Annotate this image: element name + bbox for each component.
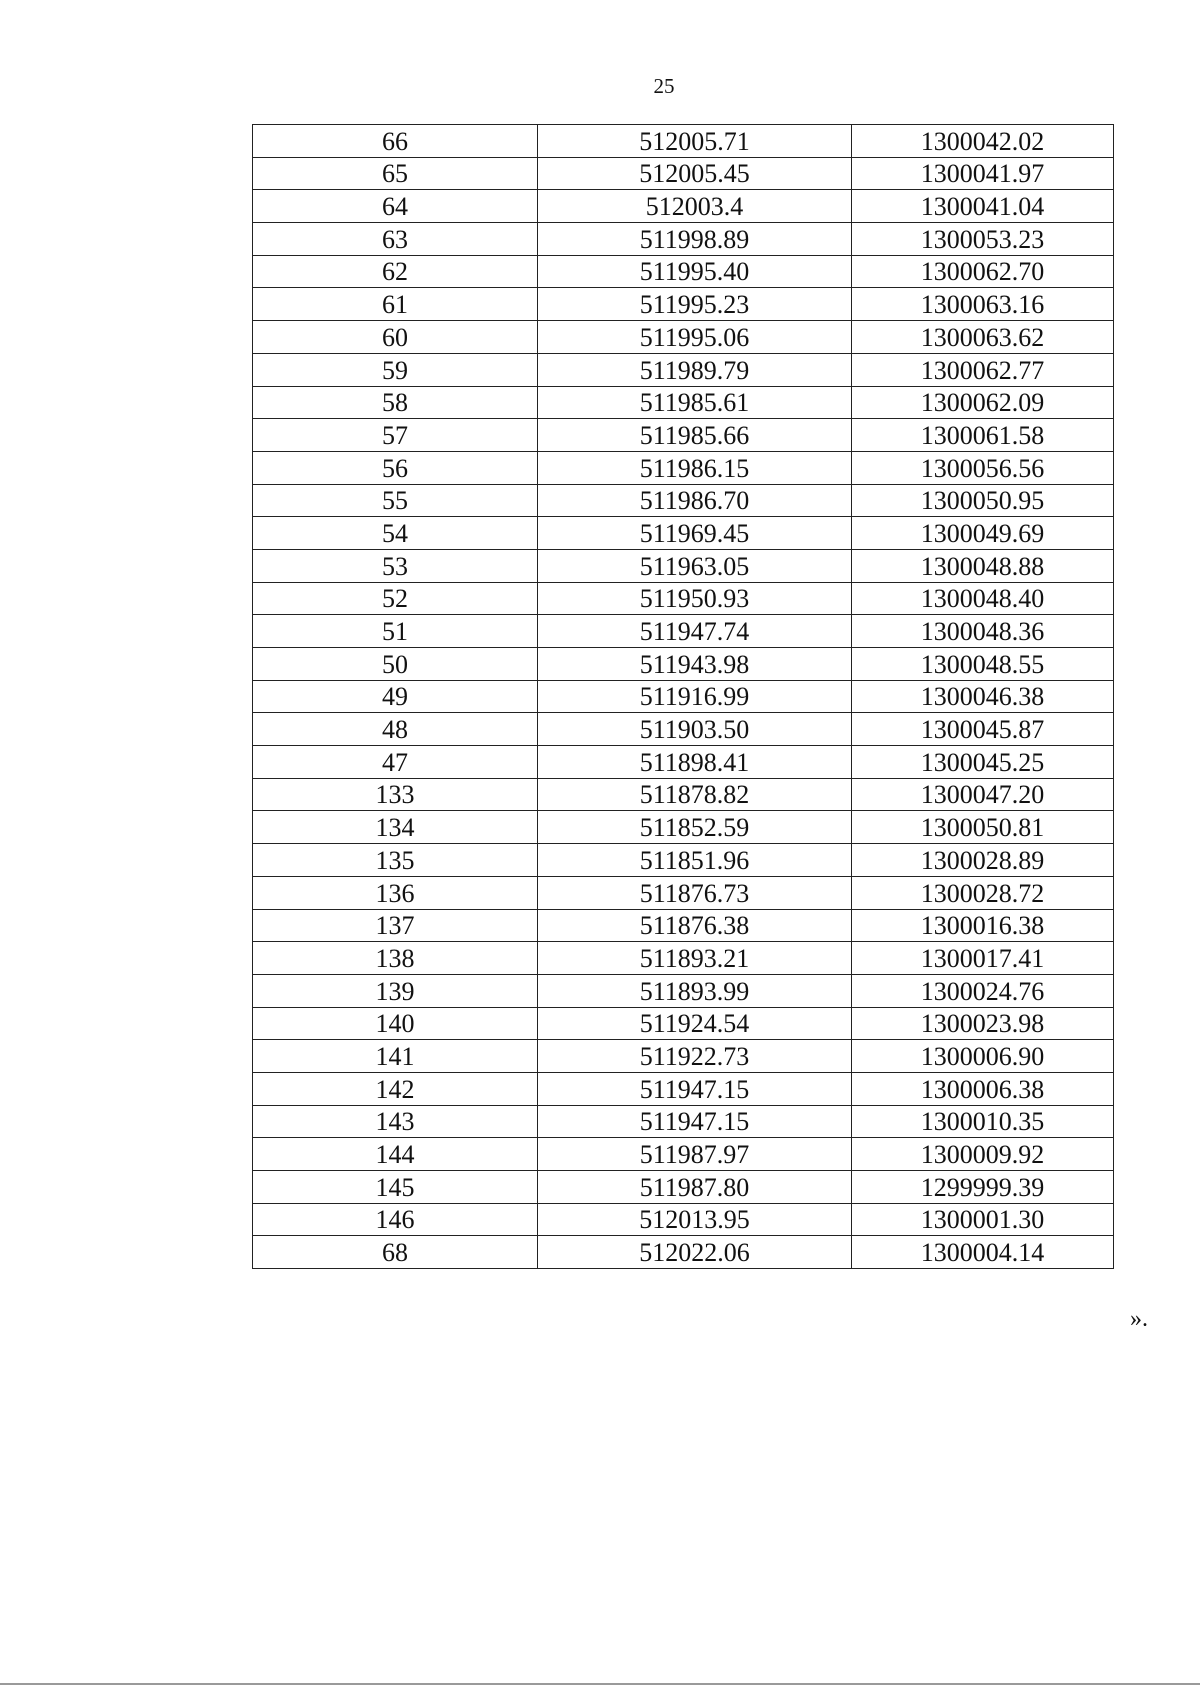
x-coordinate-cell: 511916.99 — [538, 680, 852, 713]
y-coordinate-cell: 1300010.35 — [852, 1105, 1114, 1138]
point-number-cell: 52 — [253, 582, 538, 615]
y-coordinate-cell: 1300047.20 — [852, 778, 1114, 811]
table-row — [253, 549, 1114, 582]
x-coordinate-cell: 511985.66 — [538, 419, 852, 452]
point-number-cell: 47 — [253, 746, 538, 779]
point-number-cell: 53 — [253, 549, 538, 582]
table-row — [253, 1040, 1114, 1073]
x-coordinate-cell: 512003.4 — [538, 190, 852, 223]
y-coordinate-cell: 1300063.16 — [852, 288, 1114, 321]
point-number-cell: 59 — [253, 353, 538, 386]
y-coordinate-cell: 1300053.23 — [852, 223, 1114, 256]
table-row — [253, 942, 1114, 975]
table-row — [253, 1171, 1114, 1204]
y-coordinate-cell: 1300056.56 — [852, 451, 1114, 484]
table-row — [253, 1138, 1114, 1171]
table-row — [253, 1203, 1114, 1236]
point-number-cell: 140 — [253, 1007, 538, 1040]
y-coordinate-cell: 1300024.76 — [852, 974, 1114, 1007]
y-coordinate-cell: 1300042.02 — [852, 125, 1114, 158]
y-coordinate-cell: 1300048.55 — [852, 648, 1114, 681]
y-coordinate-cell: 1300049.69 — [852, 517, 1114, 550]
x-coordinate-cell: 511922.73 — [538, 1040, 852, 1073]
x-coordinate-cell: 511995.23 — [538, 288, 852, 321]
y-coordinate-cell: 1300041.04 — [852, 190, 1114, 223]
point-number-cell: 144 — [253, 1138, 538, 1171]
closing-quote-mark: ». — [1130, 1306, 1148, 1332]
y-coordinate-cell: 1300050.81 — [852, 811, 1114, 844]
table-row — [253, 353, 1114, 386]
x-coordinate-cell: 511876.73 — [538, 876, 852, 909]
y-coordinate-cell: 1300062.09 — [852, 386, 1114, 419]
table-row — [253, 125, 1114, 158]
y-coordinate-cell: 1300050.95 — [852, 484, 1114, 517]
point-number-cell: 48 — [253, 713, 538, 746]
table-row — [253, 1072, 1114, 1105]
x-coordinate-cell: 511852.59 — [538, 811, 852, 844]
table-row — [253, 1007, 1114, 1040]
y-coordinate-cell: 1299999.39 — [852, 1171, 1114, 1204]
point-number-cell: 137 — [253, 909, 538, 942]
y-coordinate-cell: 1300016.38 — [852, 909, 1114, 942]
point-number-cell: 138 — [253, 942, 538, 975]
y-coordinate-cell: 1300009.92 — [852, 1138, 1114, 1171]
y-coordinate-cell: 1300006.38 — [852, 1072, 1114, 1105]
point-number-cell: 139 — [253, 974, 538, 1007]
x-coordinate-cell: 511950.93 — [538, 582, 852, 615]
x-coordinate-cell: 511898.41 — [538, 746, 852, 779]
point-number-cell: 63 — [253, 223, 538, 256]
point-number-cell: 134 — [253, 811, 538, 844]
x-coordinate-cell: 511947.74 — [538, 615, 852, 648]
y-coordinate-cell: 1300045.87 — [852, 713, 1114, 746]
table-row — [253, 1236, 1114, 1269]
point-number-cell: 136 — [253, 876, 538, 909]
point-number-cell: 50 — [253, 648, 538, 681]
point-number-cell: 60 — [253, 321, 538, 354]
table-row — [253, 1105, 1114, 1138]
point-number-cell: 146 — [253, 1203, 538, 1236]
point-number-cell: 57 — [253, 419, 538, 452]
y-coordinate-cell: 1300048.40 — [852, 582, 1114, 615]
y-coordinate-cell: 1300006.90 — [852, 1040, 1114, 1073]
point-number-cell: 58 — [253, 386, 538, 419]
table-row — [253, 321, 1114, 354]
point-number-cell: 64 — [253, 190, 538, 223]
table-row — [253, 157, 1114, 190]
point-number-cell: 51 — [253, 615, 538, 648]
y-coordinate-cell: 1300023.98 — [852, 1007, 1114, 1040]
y-coordinate-cell: 1300004.14 — [852, 1236, 1114, 1269]
x-coordinate-cell: 511878.82 — [538, 778, 852, 811]
point-number-cell: 54 — [253, 517, 538, 550]
point-number-cell: 145 — [253, 1171, 538, 1204]
x-coordinate-cell: 511943.98 — [538, 648, 852, 681]
x-coordinate-cell: 511947.15 — [538, 1072, 852, 1105]
page-bottom-rule — [0, 1683, 1200, 1685]
x-coordinate-cell: 511987.97 — [538, 1138, 852, 1171]
table-row — [253, 582, 1114, 615]
table-row — [253, 517, 1114, 550]
x-coordinate-cell: 511998.89 — [538, 223, 852, 256]
x-coordinate-cell: 512005.71 — [538, 125, 852, 158]
table-row — [253, 190, 1114, 223]
x-coordinate-cell: 511995.40 — [538, 255, 852, 288]
x-coordinate-cell: 511963.05 — [538, 549, 852, 582]
coordinates-table-body — [253, 125, 1114, 1269]
point-number-cell: 143 — [253, 1105, 538, 1138]
table-row — [253, 615, 1114, 648]
table-row — [253, 648, 1114, 681]
x-coordinate-cell: 511985.61 — [538, 386, 852, 419]
table-row — [253, 288, 1114, 321]
point-number-cell: 55 — [253, 484, 538, 517]
y-coordinate-cell: 1300028.89 — [852, 844, 1114, 877]
y-coordinate-cell: 1300062.77 — [852, 353, 1114, 386]
x-coordinate-cell: 511969.45 — [538, 517, 852, 550]
point-number-cell: 61 — [253, 288, 538, 321]
y-coordinate-cell: 1300061.58 — [852, 419, 1114, 452]
x-coordinate-cell: 511986.70 — [538, 484, 852, 517]
table-row — [253, 713, 1114, 746]
y-coordinate-cell: 1300041.97 — [852, 157, 1114, 190]
x-coordinate-cell: 511876.38 — [538, 909, 852, 942]
table-row — [253, 451, 1114, 484]
x-coordinate-cell: 512022.06 — [538, 1236, 852, 1269]
x-coordinate-cell: 511947.15 — [538, 1105, 852, 1138]
point-number-cell: 56 — [253, 451, 538, 484]
table-row — [253, 746, 1114, 779]
y-coordinate-cell: 1300017.41 — [852, 942, 1114, 975]
table-row — [253, 778, 1114, 811]
table-row — [253, 974, 1114, 1007]
y-coordinate-cell: 1300062.70 — [852, 255, 1114, 288]
table-row — [253, 484, 1114, 517]
point-number-cell: 62 — [253, 255, 538, 288]
x-coordinate-cell: 512013.95 — [538, 1203, 852, 1236]
table-row — [253, 386, 1114, 419]
point-number-cell: 135 — [253, 844, 538, 877]
x-coordinate-cell: 511986.15 — [538, 451, 852, 484]
point-number-cell: 66 — [253, 125, 538, 158]
point-number-cell: 68 — [253, 1236, 538, 1269]
point-number-cell: 65 — [253, 157, 538, 190]
y-coordinate-cell: 1300028.72 — [852, 876, 1114, 909]
point-number-cell: 133 — [253, 778, 538, 811]
table-row — [253, 909, 1114, 942]
point-number-cell: 141 — [253, 1040, 538, 1073]
table-row — [253, 876, 1114, 909]
table-row — [253, 255, 1114, 288]
x-coordinate-cell: 512005.45 — [538, 157, 852, 190]
y-coordinate-cell: 1300046.38 — [852, 680, 1114, 713]
y-coordinate-cell: 1300048.88 — [852, 549, 1114, 582]
y-coordinate-cell: 1300001.30 — [852, 1203, 1114, 1236]
x-coordinate-cell: 511893.99 — [538, 974, 852, 1007]
table-row — [253, 811, 1114, 844]
y-coordinate-cell: 1300048.36 — [852, 615, 1114, 648]
x-coordinate-cell: 511851.96 — [538, 844, 852, 877]
table-row — [253, 844, 1114, 877]
page-number: 25 — [653, 74, 675, 98]
x-coordinate-cell: 511987.80 — [538, 1171, 852, 1204]
y-coordinate-cell: 1300045.25 — [852, 746, 1114, 779]
table-row — [253, 223, 1114, 256]
x-coordinate-cell: 511893.21 — [538, 942, 852, 975]
table-row — [253, 419, 1114, 452]
x-coordinate-cell: 511924.54 — [538, 1007, 852, 1040]
y-coordinate-cell: 1300063.62 — [852, 321, 1114, 354]
point-number-cell: 142 — [253, 1072, 538, 1105]
table-row — [253, 680, 1114, 713]
x-coordinate-cell: 511903.50 — [538, 713, 852, 746]
coordinates-table — [252, 124, 1114, 1269]
x-coordinate-cell: 511995.06 — [538, 321, 852, 354]
point-number-cell: 49 — [253, 680, 538, 713]
x-coordinate-cell: 511989.79 — [538, 353, 852, 386]
